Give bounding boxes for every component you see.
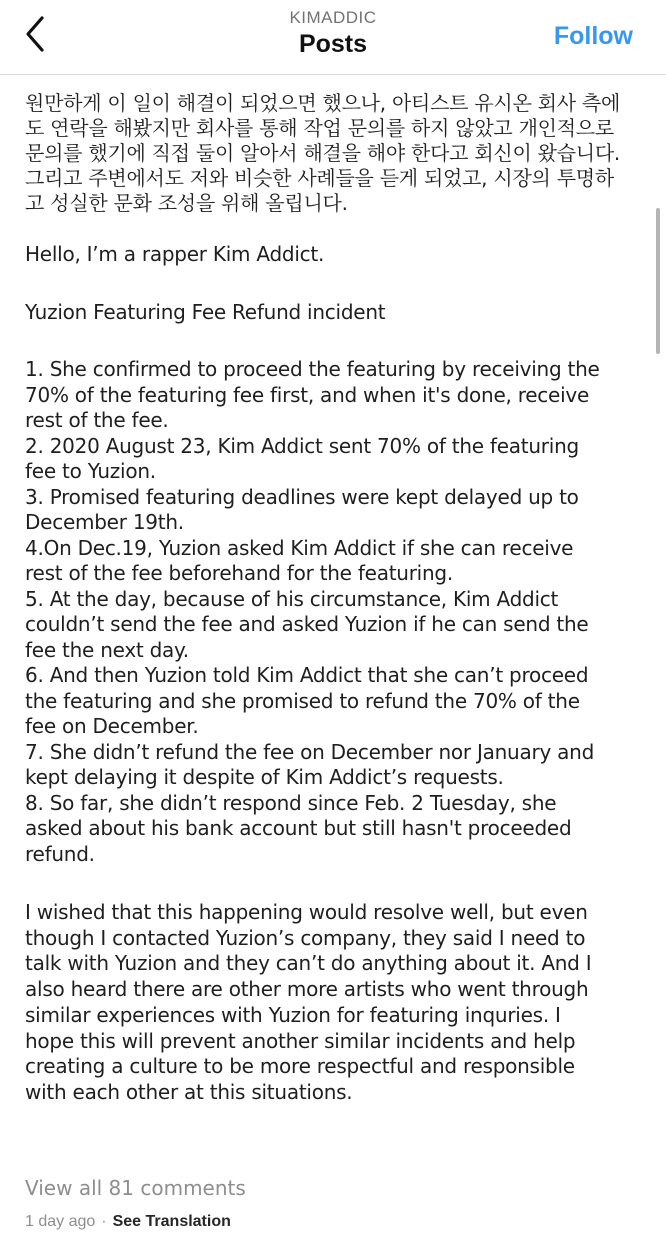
caption-line: though I contacted Yuzion’s company, they said I need to — [25, 925, 586, 950]
greeting — [25, 242, 635, 267]
caption-line: 그리고 주변에서도 저와 비슷한 사례들을 듣게 되었고, 시장의 투명하 — [25, 166, 614, 190]
caption-line: also heard there are other more artists who went through — [25, 977, 589, 1002]
korean-paragraph — [25, 91, 635, 216]
caption-line: hope this will prevent another similar incidents and help — [25, 1028, 576, 1053]
list-item: 5. At the day, because of his circumstance, Kim Addict — [25, 586, 559, 611]
list-item: December 19th. — [25, 510, 184, 534]
caption-line: Hello, I’m a rapper Kim Addict. — [25, 242, 325, 266]
page-title: Posts — [298, 30, 368, 58]
post-timestamp: 1 day ago — [25, 1213, 96, 1230]
list-item: fee to Yuzion. — [25, 459, 156, 483]
list-item: asked about his bank account but still hasn't proceeded — [25, 816, 572, 840]
list-item: 8. So far, she didn’t respond since Feb. 2 Tuesday, she — [25, 790, 557, 815]
separator-dot: · — [101, 1213, 107, 1230]
follow-button[interactable]: Follow — [553, 22, 633, 50]
see-translation-link[interactable]: See Translation — [112, 1213, 231, 1230]
incident-title — [25, 300, 635, 325]
caption-line: Yuzion Featuring Fee Refund incident — [25, 300, 386, 324]
list-item: the featuring and she promised to refund the 70% of the — [25, 688, 580, 713]
post-meta — [25, 1213, 231, 1231]
list-item: 2. 2020 August 23, Kim Addict sent 70% of the featuring — [25, 433, 579, 458]
list-item: 7. She didn’t refund the fee on December nor January and — [25, 739, 595, 764]
list-item: kept delaying it despite of Kim Addict’s requests. — [25, 765, 504, 789]
caption-line: with each other at this situations. — [25, 1079, 353, 1104]
list-item: 6. And then Yuzion told Kim Addict that she can’t proceed — [25, 663, 589, 687]
caption-line: 고 성실한 문화 조성을 위해 올립니다. — [25, 191, 348, 215]
list-item: 70% of the featuring fee first, and when it's done, receive — [25, 382, 590, 407]
list-item: 4.On Dec.19, Yuzion asked Kim Addict if she can receive — [25, 535, 574, 560]
top-navigation-bar — [0, 0, 666, 75]
caption-line: 원만하게 이 일이 해결이 되었으면 했으나, 아티스트 유시온 회사 측에 — [25, 91, 621, 115]
list-item: 3. Promised featuring deadlines were kept delayed up to — [25, 484, 579, 509]
caption-line: I wished that this happening would resolve well, but even — [25, 900, 588, 924]
list-item: fee on December. — [25, 714, 199, 738]
scrollbar[interactable] — [656, 208, 660, 354]
caption-line: 도 연락을 해봤지만 회사를 통해 작업 문의를 하지 않았고 개인적으로 — [25, 116, 614, 140]
list-item: couldn’t send the fee and asked Yuzion if he can send the — [25, 612, 589, 636]
list-item: 1. She confirmed to proceed the featuring by receiving the — [25, 357, 600, 381]
list-item: rest of the fee. — [25, 408, 169, 432]
caption-line: creating a culture to be more respectful and responsible — [25, 1054, 575, 1079]
closing-paragraph — [25, 900, 635, 1106]
caption-line: similar experiences with Yuzion for featuring inquries. I — [25, 1002, 561, 1027]
incident-list — [25, 357, 635, 867]
caption-line: talk with Yuzion and they can’t do anything about it. And I — [25, 951, 592, 976]
list-item: fee the next day. — [25, 637, 189, 662]
caption-line: 문의를 했기에 직접 둘이 알아서 해결을 해야 한다고 회신이 왔습니다. — [25, 141, 621, 165]
account-username: KIMADDIC — [289, 8, 377, 27]
list-item: rest of the fee beforehand for the featuring. — [25, 561, 453, 585]
post-caption — [25, 42, 635, 1131]
view-comments-link[interactable]: View all 81 comments — [25, 1176, 246, 1200]
list-item: refund. — [25, 841, 95, 866]
